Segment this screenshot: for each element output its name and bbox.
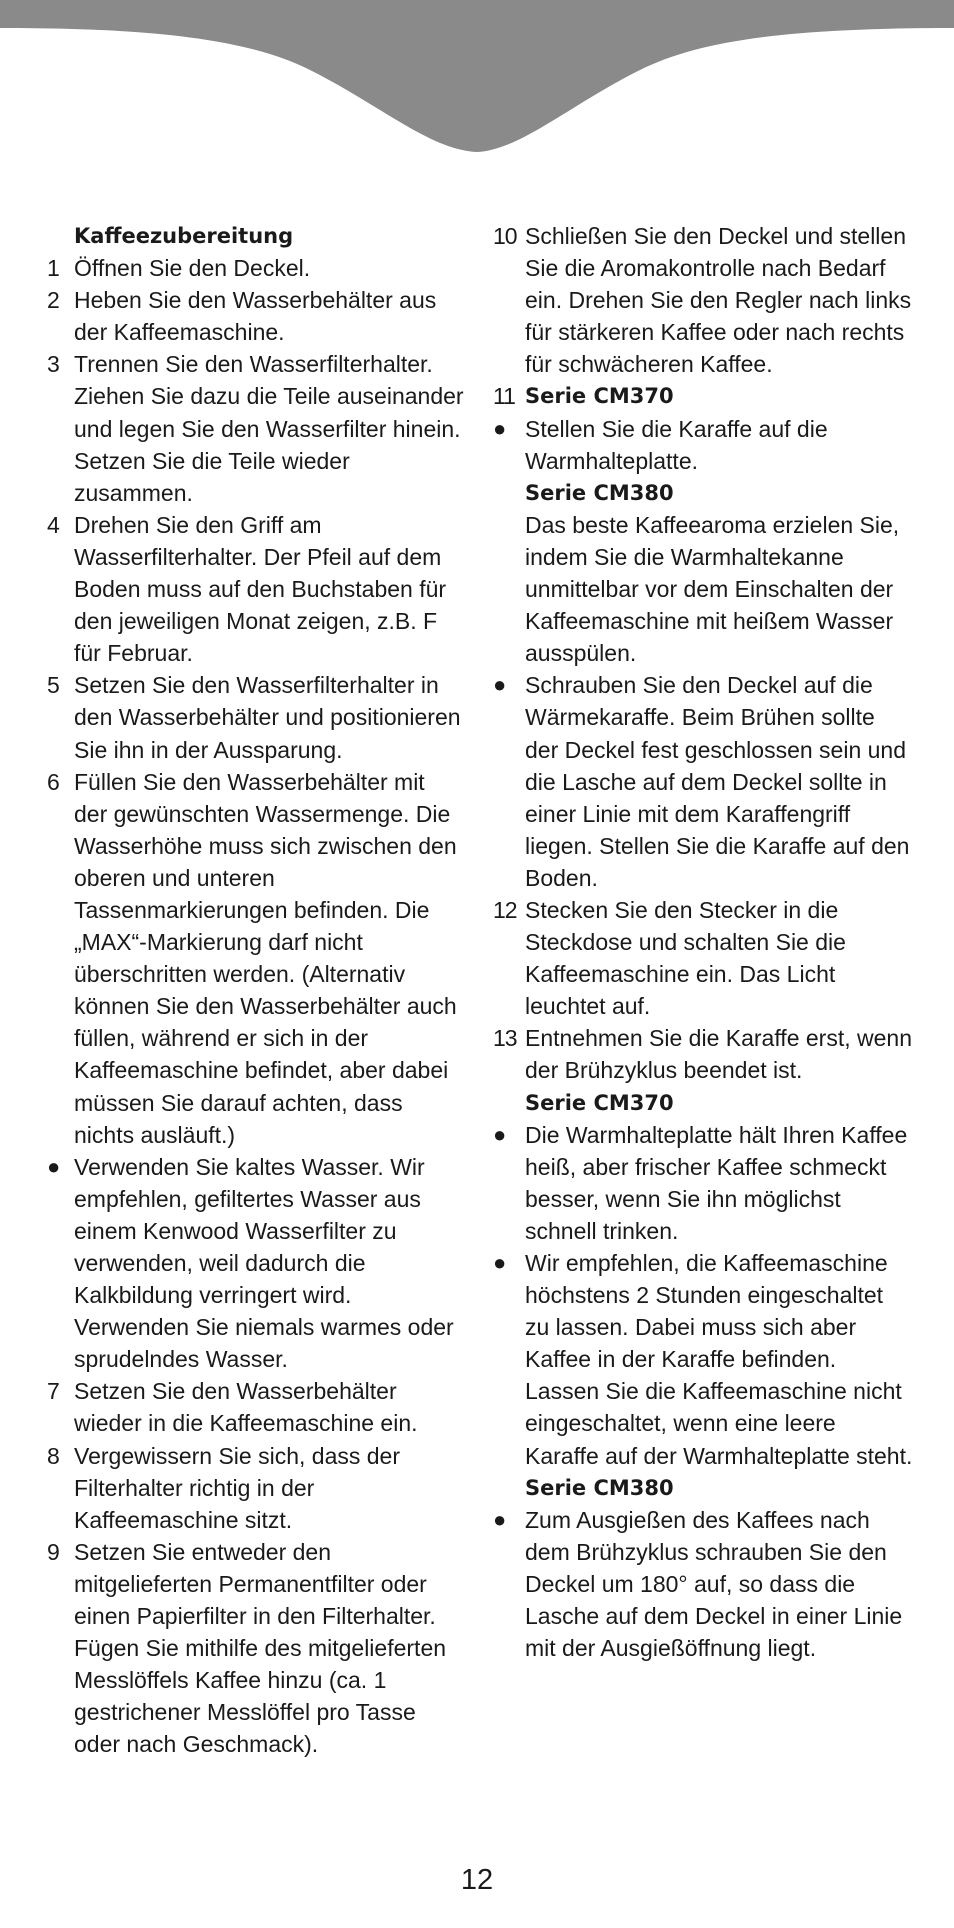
item-text: Setzen Sie den Wasserfilterhalter in den Wasserbehälter und positionieren Sie ihn in der Aussparung. (74, 672, 461, 763)
series-heading: Serie CM370 (525, 384, 674, 409)
item-text: Öffnen Sie den Deckel. (74, 255, 311, 282)
bullet-item (493, 1504, 913, 1664)
list-item (44, 766, 464, 1151)
bullet-icon: ● (493, 672, 506, 698)
section-heading-row (44, 220, 464, 252)
bullet-icon: ● (493, 1506, 506, 1532)
series-heading: Serie CM380 (525, 480, 674, 505)
series-heading-row (493, 1472, 913, 1504)
bullet-icon: ● (47, 1153, 61, 1179)
bullet-icon: ● (493, 1121, 506, 1147)
list-item (493, 380, 913, 412)
list-item (44, 1440, 464, 1536)
item-text: Wir empfehlen, die Kaffeemaschine höchstens 2 Stunden eingeschaltet zu lassen. Dabei muss sich aber Kaffee in der Karaffe befinden. Lassen Sie die Kaffeemaschine nicht eingeschaltet, wenn eine leere Karaffe auf der Warmhalteplatte steht. (525, 1250, 913, 1469)
item-text: Vergewissern Sie sich, dass der Filterhalter richtig in der Kaffeemaschine sitzt. (74, 1442, 400, 1533)
item-text: Schrauben Sie den Deckel auf die Wärmekaraffe. Beim Brühen sollte der Deckel fest geschlossen sein und die Lasche auf dem Deckel sollte in einer Linie mit dem Karaffengriff liegen. Stellen Sie die Karaffe auf den Boden. (525, 672, 910, 891)
series-heading-row (493, 1087, 913, 1119)
item-text: Füllen Sie den Wasserbehälter mit der gewünschten Wassermenge. Die Wasserhöhe muss sich zwischen den oberen und unteren Tassenmarkierungen befinden. Die „MAX“-Markierung darf nicht überschritten werden. (Alternativ können Sie den Wasserbehälter auch füllen, während er sich in der Kaffeemaschine befindet, aber dabei müssen Sie darauf achten, dass nichts ausläuft.) (74, 768, 457, 1148)
item-text: Schließen Sie den Deckel und stellen Sie die Aromakontrolle nach Bedarf ein. Drehen Sie den Regler nach links für stärkeren Kaffee oder nach rechts für schwächeren Kaffee. (525, 223, 912, 378)
left-column (44, 220, 464, 1761)
item-text: Die Warmhalteplatte hält Ihren Kaffee heiß, aber frischer Kaffee schmeckt besser, wenn Sie ihn möglichst schnell trinken. (525, 1121, 908, 1244)
item-text: Drehen Sie den Griff am Wasserfilterhalter. Der Pfeil auf dem Boden muss auf den Buchstaben für den jeweiligen Monat zeigen, z.B. F für Februar. (74, 511, 447, 667)
list-item (44, 509, 464, 669)
item-text: Setzen Sie den Wasserbehälter wieder in die Kaffeemaschine ein. (74, 1378, 418, 1437)
bullet-item (493, 1119, 913, 1247)
item-number: 8 (47, 1442, 60, 1469)
item-number: 4 (47, 511, 60, 538)
item-text: Stellen Sie die Karaffe auf die Warmhalteplatte. (525, 415, 828, 474)
list-item (44, 348, 464, 508)
item-text: Stecken Sie den Stecker in die Steckdose und schalten Sie die Kaffeemaschine ein. Das Licht leuchtet auf. (525, 896, 846, 1020)
item-number: 1 (47, 255, 60, 282)
item-number: 6 (47, 768, 60, 795)
series-heading: Serie CM380 (525, 1475, 674, 1500)
list-item (493, 894, 913, 1022)
item-number: 2 (47, 287, 60, 314)
list-item (44, 1536, 464, 1761)
bullet-item (493, 669, 913, 894)
list-item (44, 252, 464, 284)
paragraph-text: Das beste Kaffeearoma erzielen Sie, indem Sie die Warmhaltekanne unmittelbar vor dem Einschalten der Kaffeemaschine mit heißem Wasser ausspülen. (525, 511, 900, 667)
item-number: 13 (493, 1025, 517, 1052)
paragraph (493, 509, 913, 669)
item-number: 9 (47, 1538, 60, 1565)
bullet-item (493, 413, 913, 477)
item-text: Heben Sie den Wasserbehälter aus der Kaffeemaschine. (74, 287, 437, 346)
item-text: Zum Ausgießen des Kaffees nach dem Brühzyklus schrauben Sie den Deckel um 180° auf, so dass die Lasche auf dem Deckel in einer Linie mit der Ausgießöffnung liegt. (525, 1506, 903, 1662)
item-text: Verwenden Sie kaltes Wasser. Wir empfehlen, gefiltertes Wasser aus einem Kenwood Wasserfilter zu verwenden, weil dadurch die Kalkbildung verringert wird. Verwenden Sie niemals warmes oder sprudelndes Wasser. (74, 1153, 454, 1373)
list-item (44, 669, 464, 765)
section-heading: Kaffeezubereitung (74, 224, 294, 248)
item-number: 7 (47, 1378, 60, 1405)
bullet-item (493, 1247, 913, 1472)
page-number: 12 (460, 1864, 494, 1896)
item-text: Setzen Sie entweder den mitgelieferten Permanentfilter oder einen Papierfilter in den Filterhalter. Fügen Sie mithilfe des mitgelieferten Messlöffels Kaffee hinzu (ca. 1 gestrichener Messlöffel pro Tasse oder nach Geschmack). (74, 1538, 447, 1758)
list-item (493, 220, 913, 380)
header-wave-decoration (0, 0, 954, 160)
series-heading-row (493, 477, 913, 509)
list-item (493, 1022, 913, 1086)
item-number: 11 (493, 383, 515, 410)
bullet-item (44, 1151, 464, 1376)
list-item (44, 1375, 464, 1439)
item-text: Entnehmen Sie die Karaffe erst, wenn der Brühzyklus beendet ist. (525, 1025, 912, 1084)
bullet-icon: ● (493, 415, 506, 441)
item-text: Trennen Sie den Wasserfilterhalter. Ziehen Sie dazu die Teile auseinander und legen Sie den Wasserfilter hinein. Setzen Sie die Teile wieder zusammen. (74, 351, 464, 506)
item-number: 5 (47, 672, 60, 699)
item-number: 10 (493, 223, 517, 249)
bullet-icon: ● (493, 1250, 506, 1275)
list-item (44, 284, 464, 348)
right-column (493, 220, 913, 1664)
item-number: 3 (47, 351, 60, 378)
series-heading: Serie CM370 (525, 1090, 674, 1115)
item-number: 12 (493, 896, 517, 923)
